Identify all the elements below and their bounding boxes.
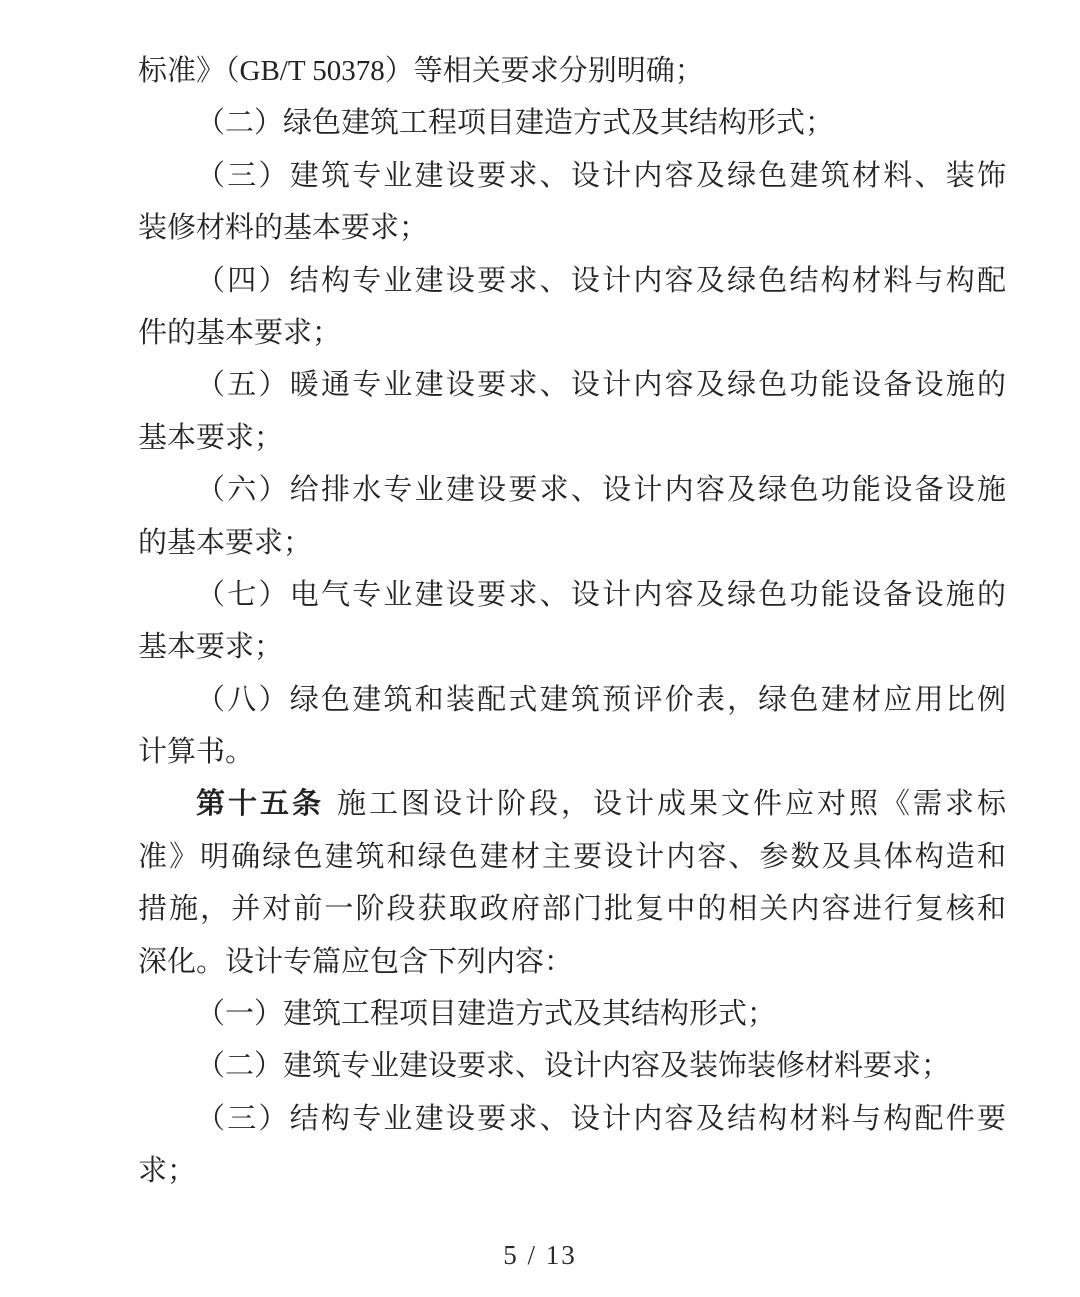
text-line: 基本要求；	[138, 421, 284, 454]
text-line: 基本要求；	[138, 631, 284, 664]
text-line: 求；	[138, 1155, 197, 1188]
text-line: （三）结构专业建设要求、设计内容及结构材料与构配件要	[196, 1102, 1006, 1135]
article-text: 施工图设计阶段，设计成果文件应对照《需求标	[337, 788, 1006, 821]
text-line: （二）建筑专业建设要求、设计内容及装饰装修材料要求；	[196, 1050, 951, 1083]
text-line: （四）结构专业建设要求、设计内容及绿色结构材料与构配	[196, 264, 1006, 297]
text-line: 装修材料的基本要求；	[138, 212, 429, 245]
document-body	[138, 45, 1006, 1198]
article-number: 第十五条	[196, 788, 324, 821]
article-heading-line	[138, 778, 1006, 830]
text-line: 深化。设计专篇应包含下列内容：	[138, 945, 574, 978]
page-number: 5 / 13	[503, 1240, 577, 1270]
text-line: 计算书。	[138, 736, 255, 769]
text-line: 的基本要求；	[138, 526, 313, 559]
text-line: 准》明确绿色建筑和绿色建材主要设计内容、参数及具体构造和	[138, 840, 1006, 873]
text-line: 件的基本要求；	[138, 316, 342, 349]
text-line: （八）绿色建筑和装配式建筑预评价表，绿色建材应用比例	[196, 683, 1006, 716]
text-line: （三）建筑专业建设要求、设计内容及绿色建筑材料、装饰	[196, 159, 1006, 192]
text-line: （一）建筑工程项目建造方式及其结构形式；	[196, 998, 777, 1031]
text-line: （七）电气专业建设要求、设计内容及绿色功能设备设施的	[196, 578, 1006, 611]
text-line: 标准》（GB/T 50378）等相关要求分别明确；	[138, 55, 704, 87]
text-line: （五）暖通专业建设要求、设计内容及绿色功能设备设施的	[196, 369, 1006, 402]
text-line: （六）给排水专业建设要求、设计内容及绿色功能设备设施	[196, 474, 1006, 507]
text-line: 措施，并对前一阶段获取政府部门批复中的相关内容进行复核和	[138, 893, 1006, 926]
text-line: （二）绿色建筑工程项目建造方式及其结构形式；	[196, 107, 835, 140]
